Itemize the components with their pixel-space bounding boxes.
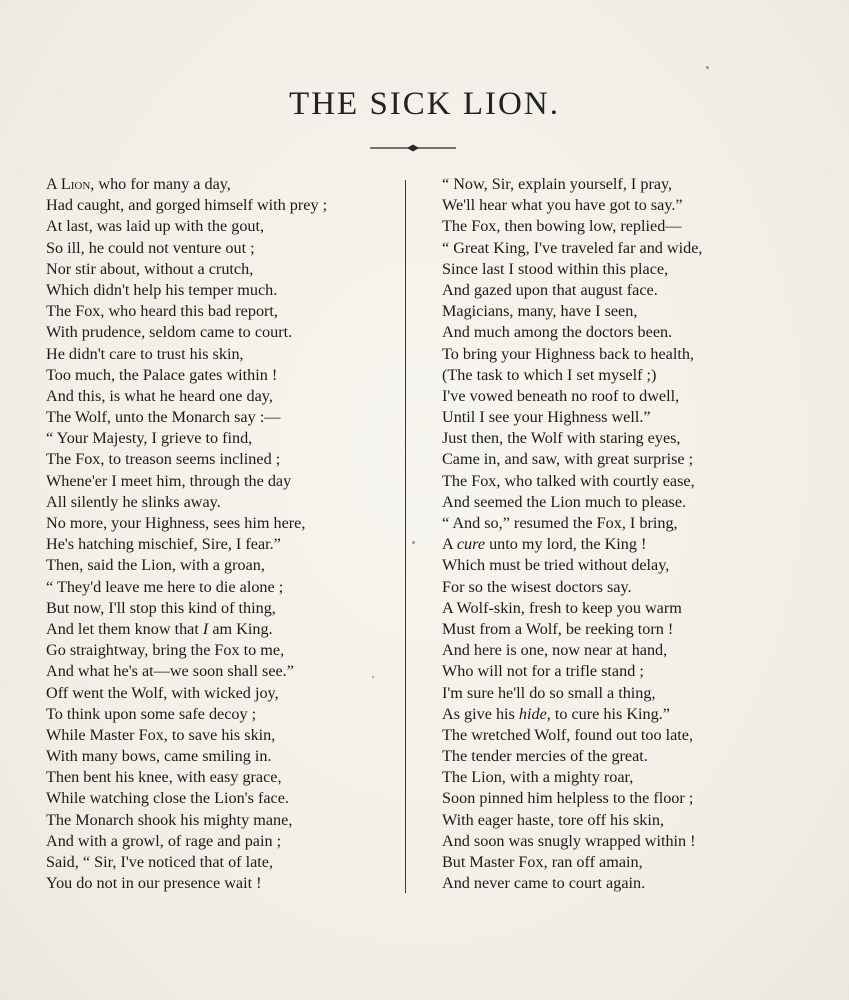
verse-line: And what he's at—we soon shall see.”: [46, 662, 294, 681]
verse-line: And with a growl, of rage and pain ;: [46, 831, 282, 850]
verse-line: [46, 619, 396, 640]
verse-italic-word: I: [202, 619, 209, 638]
verse-line: Then, said the Lion, with a groan,: [46, 556, 265, 575]
verse-line-part: , who for many a day,: [90, 175, 231, 193]
verse-line: “ Great King, I've traveled far and wide,: [442, 238, 703, 257]
verse-line: The Lion, with a mighty roar,: [442, 768, 634, 787]
verse-line: While Master Fox, to save his skin,: [46, 725, 276, 744]
verse-line: Had caught, and gorged himself with prey ;: [46, 196, 328, 215]
verse-line: Magicians, many, have I seen,: [442, 302, 638, 321]
verse-line: Then bent his knee, with easy grace,: [46, 768, 282, 787]
verse-line: You do not in our presence wait !: [46, 874, 262, 893]
verse-line: Whene'er I meet him, through the day: [46, 471, 292, 490]
verse-line: Just then, the Wolf with staring eyes,: [442, 429, 681, 448]
verse-line: “ And so,” resumed the Fox, I bring,: [442, 514, 678, 532]
page-title: THE SICK LION.: [289, 86, 560, 122]
verse-line: For so the wisest doctors say.: [442, 577, 632, 596]
verse-line: Which must be tried without delay,: [442, 556, 670, 575]
verse-line: But Master Fox, ran off amain,: [442, 853, 643, 871]
verse-line: Came in, and saw, with great surprise ;: [442, 450, 694, 469]
verse-line: The tender mercies of the great.: [442, 747, 648, 766]
verse-line: The Wolf, unto the Monarch say :—: [46, 408, 281, 427]
verse-line-part: am King.: [208, 619, 273, 638]
verse-italic-word: cure: [456, 535, 486, 554]
verse-line: Must from a Wolf, be reeking torn !: [442, 619, 674, 638]
verse-line: [442, 704, 792, 725]
verse-line: I'm sure he'll do so small a thing,: [442, 683, 656, 702]
verse-line: Since last I stood within this place,: [442, 259, 669, 278]
verse-line: So ill, he could not venture out ;: [46, 238, 255, 257]
verse-line: A Wolf-skin, fresh to keep you warm: [442, 598, 682, 617]
verse-line: He's hatching mischief, Sire, I fear.”: [46, 535, 281, 554]
verse-line: The Fox, to treason seems inclined ;: [46, 450, 281, 469]
verse-line: [46, 174, 396, 195]
paper-speck: [412, 541, 415, 544]
verse-line: The Fox, who heard this bad report,: [46, 302, 278, 321]
verse-line: He didn't care to trust his skin,: [46, 344, 244, 363]
verse-line: I've vowed beneath no roof to dwell,: [442, 386, 680, 405]
verse-line: And this, is what he heard one day,: [46, 386, 273, 405]
verse-line: “ Now, Sir, explain yourself, I pray,: [442, 175, 673, 193]
title-ornament: [370, 142, 456, 154]
verse-line: Nor stir about, without a crutch,: [46, 259, 254, 278]
verse-line: The wretched Wolf, found out too late,: [442, 725, 694, 744]
verse-line-part: A: [46, 175, 61, 193]
verse-line: With eager haste, tore off his skin,: [442, 810, 665, 829]
verse-line: The Monarch shook his mighty mane,: [46, 810, 293, 829]
verse-line: To think upon some safe decoy ;: [46, 704, 257, 723]
verse-line-part: , to cure his King.”: [546, 704, 670, 723]
verse-line: No more, your Highness, sees him here,: [46, 514, 306, 532]
verse-line: Soon pinned him helpless to the floor ;: [442, 789, 694, 808]
verse-line: While watching close the Lion's face.: [46, 789, 289, 808]
verse-line: To bring your Highness back to health,: [442, 344, 694, 363]
column-divider: [405, 180, 406, 893]
verse-line: But now, I'll stop this kind of thing,: [46, 598, 276, 617]
paper-speck: [706, 66, 709, 69]
verse-line: Go straightway, bring the Fox to me,: [46, 641, 285, 660]
verse-line-part: And let them know that: [46, 619, 203, 638]
verse-line: “ They'd leave me here to die alone ;: [46, 577, 284, 596]
right-verse-column: [442, 174, 792, 894]
verse-line: Too much, the Palace gates within !: [46, 365, 278, 384]
verse-line-part: A: [442, 535, 457, 554]
verse-line: And never came to court again.: [442, 874, 646, 893]
verse-line: We'll hear what you have got to say.”: [442, 196, 683, 215]
verse-line: And soon was snugly wrapped within !: [442, 831, 696, 850]
verse-line: Said, “ Sir, I've noticed that of late,: [46, 853, 274, 871]
verse-line: Which didn't help his temper much.: [46, 280, 278, 299]
verse-line: With prudence, seldom came to court.: [46, 323, 293, 342]
verse-line: Until I see your Highness well.”: [442, 408, 651, 427]
verse-line: And seemed the Lion much to please.: [442, 492, 687, 511]
verse-line: At last, was laid up with the gout,: [46, 217, 265, 236]
verse-line: Off went the Wolf, with wicked joy,: [46, 683, 279, 702]
verse-line: The Fox, who talked with courtly ease,: [442, 471, 695, 490]
verse-line: All silently he slinks away.: [46, 492, 221, 511]
paper-speck: [372, 676, 374, 678]
verse-italic-word: hide: [518, 704, 547, 723]
verse-line: And much among the doctors been.: [442, 323, 673, 342]
verse-line-part: As give his: [442, 704, 519, 723]
verse-line: (The task to which I set myself ;): [442, 365, 657, 384]
verse-line: The Fox, then bowing low, replied—: [442, 217, 682, 236]
verse-line: “ Your Majesty, I grieve to find,: [46, 429, 253, 448]
left-verse-column: [46, 174, 396, 894]
verse-line: With many bows, came smiling in.: [46, 747, 272, 766]
verse-small-caps-word: Lion: [60, 175, 91, 193]
verse-line: Who will not for a trifle stand ;: [442, 662, 644, 681]
verse-line-part: unto my lord, the King !: [485, 535, 647, 554]
verse-line: [442, 534, 792, 555]
verse-line: And gazed upon that august face.: [442, 280, 658, 299]
verse-line: And here is one, now near at hand,: [442, 641, 668, 660]
